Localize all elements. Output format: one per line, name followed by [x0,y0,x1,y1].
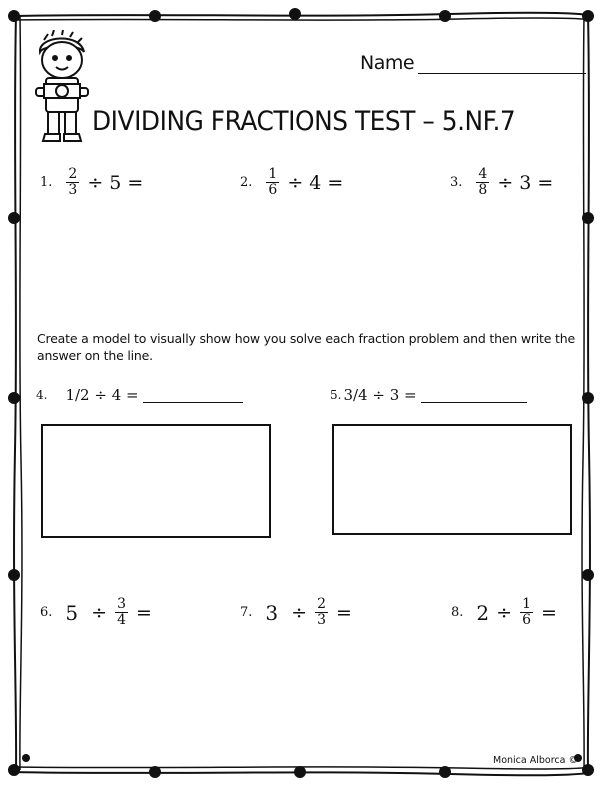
name-label: Name [360,52,415,74]
problem-4 [36,386,243,404]
problem-5 [330,386,527,404]
problem-number: 1. [40,175,53,190]
problem-number: 6. [40,605,53,620]
model-box[interactable] [332,424,572,535]
expression: 1/2 ÷ 4 = [65,386,139,404]
author-credit: Monica Alborca © [493,755,578,766]
problem-7 [240,597,356,628]
fraction: $\frac{2}{3}$ [317,596,326,628]
operation: ÷ 5 = [87,171,144,194]
problem-3 [450,167,557,198]
answer-line[interactable] [421,388,527,403]
problem-6 [40,597,156,628]
problem-number: 2. [240,175,253,190]
operation: ÷ 3 = [497,171,554,194]
operation: ÷ 4 = [287,171,344,194]
equals: = [135,601,152,624]
fraction: $\frac{4}{8}$ [478,166,488,198]
problem-number: 4. [36,388,48,402]
fraction: $\frac{2}{3}$ [68,166,78,198]
boy-clipart-icon [30,30,92,150]
problem-number: 5. [330,388,342,402]
equals: = [335,601,352,624]
equals: = [540,601,557,624]
whole-number: 2 [476,600,490,625]
whole-number: 5 [65,600,79,625]
whole-number: 3 [265,600,279,625]
fraction: $\frac{1}{6}$ [268,166,278,198]
expression: 3/4 ÷ 3 = [343,386,417,404]
fraction: $\frac{3}{4}$ [117,596,126,628]
name-line[interactable] [418,55,586,74]
operation: ÷ [496,601,513,624]
problem-2 [240,167,347,198]
fraction: $\frac{1}{6}$ [522,596,531,628]
problem-number: 3. [450,175,463,190]
problem-8 [451,597,561,628]
instructions: Create a model to visually show how you solve each fraction problem and then write the answer on the line. [37,331,575,363]
name-field[interactable] [360,52,586,74]
problem-number: 8. [451,605,464,620]
model-box[interactable] [41,424,271,538]
operation: ÷ [291,601,308,624]
operation: ÷ [91,601,108,624]
problem-1 [40,167,147,198]
page-title: DIVIDING FRACTIONS TEST – 5.NF.7 [92,106,516,137]
problem-number: 7. [240,605,253,620]
answer-line[interactable] [143,388,243,403]
